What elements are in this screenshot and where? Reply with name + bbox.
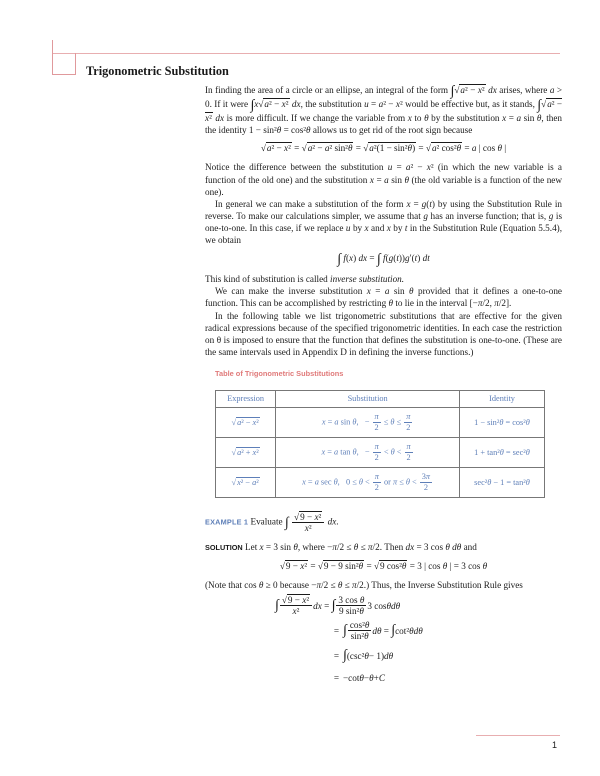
table-cell: x = a tan θ, − $\frac{\pi}{2}$ < θ < $\frac{\pi}{2}$ (276, 438, 460, 468)
solution-step: = ∫ $\frac{\text{cos²θ}}{\text{sin²θ}}$ dθ = ∫ cot² θ dθ (333, 620, 423, 642)
table-cell: sec²θ − 1 = tan²θ (460, 468, 545, 498)
header-expression: Expression (216, 390, 276, 407)
table-title: Table of Trigonometric Substitutions (215, 368, 344, 378)
solution-steps (275, 593, 562, 688)
paragraph-notice: Notice the difference between the substitution u = a² − x² (in which the new variable is a function of the old one) and the substitution x = a sin θ (the old variable is a function of the new one). (205, 162, 563, 197)
table-row (216, 438, 545, 468)
header-substitution: Substitution (276, 390, 460, 407)
header-square-ornament (52, 53, 76, 75)
footer-rule (476, 735, 560, 736)
table-header-row (216, 390, 545, 407)
header-rule (52, 53, 560, 54)
substitution-table (215, 390, 545, 498)
equation-substitution-rule: ∫ f(x) dx = ∫ f(g(t))g′(t) dt (337, 252, 430, 268)
solution-step: ∫ $\frac{\text{√9 − x²}}{\text{x²}}$ dx = ∫ $\frac{\text{3 cos θ}}{\text{9 sin²θ}}$ 3 cos θ dθ (275, 595, 401, 617)
table-cell: √a² + x² (216, 438, 276, 468)
header-vertical-rule (52, 40, 53, 54)
paragraph-note: (Note that cos θ ≥ 0 because −π/2 ≤ θ ≤ π/2.) Thus, the Inverse Substitution Rule gives (205, 580, 523, 591)
table-cell: 1 + tan²θ = sec²θ (460, 438, 545, 468)
solution-step: = −cot θ − θ + C (333, 673, 385, 684)
paragraph-inverse: This kind of substitution is called inverse substitution. (205, 274, 405, 285)
solution-statement: SOLUTION Let x = 3 sin θ, where −π/2 ≤ θ ≤ π/2. Then dx = 3 cos θ dθ and (205, 542, 477, 553)
page-number: 1 (551, 740, 557, 750)
example-statement: EXAMPLE 1 Evaluate ∫ $\frac{\text{√9 − x²}}{\text{x²}}$ dx. (205, 512, 339, 534)
table-row (216, 468, 545, 498)
equation-root-identity: √a² − x² = √a² − a² sin²θ = √a²(1 − sin²θ) = √a² cos²θ = a | cos θ | (260, 143, 507, 154)
section-title: Trigonometric Substitution (86, 64, 229, 78)
header-identity: Identity (460, 390, 545, 407)
table-cell: x = a sin θ, − $\frac{\pi}{2}$ ≤ θ ≤ $\frac{\pi}{2}$ (276, 408, 460, 438)
paragraph-restrict: We can make the inverse substitution x = a sin θ provided that it defines a one-to-one function. This can be accomplished by restricting θ to lie in the interval [−π/2, π/2]. (205, 286, 563, 309)
table-row (216, 408, 545, 438)
solution-step: = ∫ (csc² θ − 1) dθ (333, 647, 394, 663)
equation-root-simplify: √9 − x² = √9 − 9 sin²θ = √9 cos²θ = 3 | cos θ | = 3 cos θ (279, 561, 488, 572)
table-cell: √x² − a² (216, 468, 276, 498)
table-cell: √a² − x² (216, 408, 276, 438)
table-cell: x = a sec θ, 0 ≤ θ < $\frac{\pi}{2}$ or π ≤ θ < $\frac{3\pi}{2}$ (276, 468, 460, 498)
paragraph-intro: In finding the area of a circle or an ellipse, an integral of the form ∫√a² − x² dx arises, where a > 0. If it were ∫x√a² − x² dx, the substitution u = a² − x² would be effective but, as it stands, ∫√a² − x² dx is more difficult. If we change the variable from x to θ by the substitution x = a sin θ, then the identity 1 − sin²θ = cos²θ allows us to get rid of the root sign because (205, 84, 563, 136)
paragraph-general: In general we can make a substitution of the form x = g(t) by using the Substitution Rule in reverse. To make our calculations simpler, we assume that g has an inverse function; that is, g is one-to-one. In this case, if we replace u by x and x by t in the Substitution Rule (Equation 5.5.4), we obtain (205, 198, 563, 246)
paragraph-table-intro: In the following table we list trigonometric substitutions that are effective for the given radical expressions because of the specified trigonometric identities. In each case the restriction on θ is imposed to ensure that the function that defines the substitution is one-to-one. (These are the same intervals used in Appendix D in defining the inverse functions.) (205, 310, 562, 357)
table-cell: 1 − sin²θ = cos²θ (460, 408, 545, 438)
main-content (205, 84, 562, 688)
